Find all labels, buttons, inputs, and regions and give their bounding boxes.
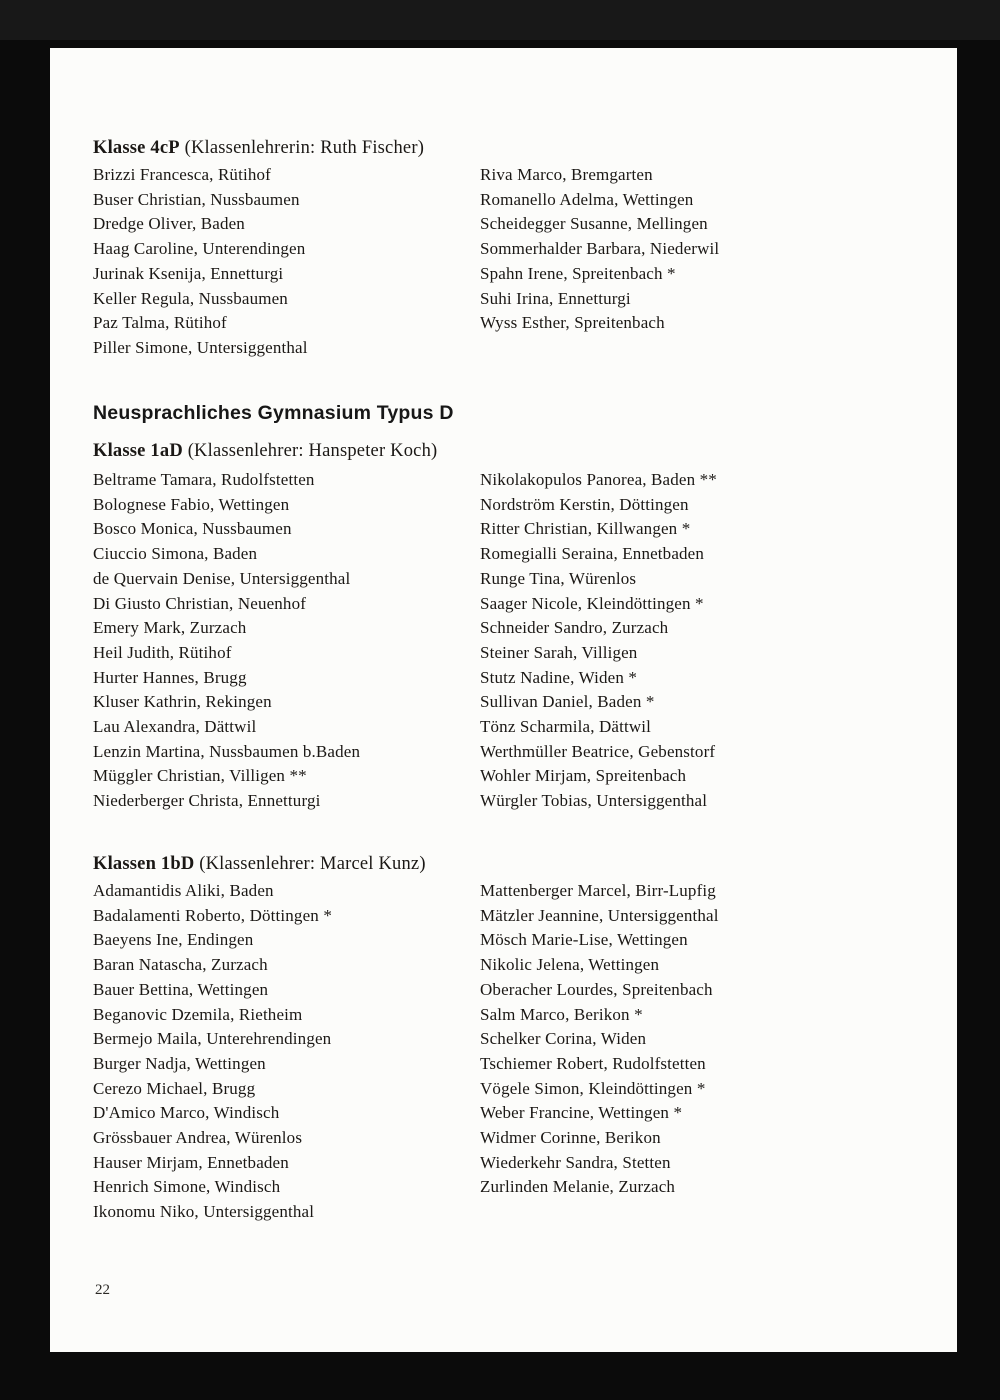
- student-list-item: Bosco Monica, Nussbaumen: [93, 519, 292, 539]
- student-list-item: Sommerhalder Barbara, Niederwil: [480, 239, 720, 259]
- student-list-item: Brizzi Francesca, Rütihof: [93, 165, 271, 184]
- class-title: [93, 438, 937, 464]
- student-list-item: Badalamenti Roberto, Döttingen *: [93, 905, 332, 925]
- student-list-item: Cerezo Michael, Brugg: [93, 1078, 256, 1098]
- student-list-item: de Quervain Denise, Untersiggenthal: [93, 568, 351, 588]
- student-list-right: [480, 468, 937, 814]
- student-list-item: Dredge Oliver, Baden: [93, 214, 245, 234]
- student-list-left: [93, 879, 480, 1225]
- student-list-right: [480, 163, 937, 361]
- student-list-item: Ritter Christian, Killwangen *: [480, 519, 691, 539]
- student-list-item: Jurinak Ksenija, Ennetturgi: [93, 263, 284, 283]
- student-list-item: Lau Alexandra, Dättwil: [93, 717, 257, 737]
- student-list-item: Spahn Irene, Spreitenbach *: [480, 263, 676, 283]
- student-list-item: Müggler Christian, Villigen **: [93, 766, 307, 786]
- student-list-item: Vögele Simon, Kleindöttingen *: [480, 1078, 706, 1098]
- student-list-item: Mattenberger Marcel, Birr-Lupfig: [480, 881, 716, 900]
- student-list-left: [93, 468, 480, 814]
- student-list-item: Hurter Hannes, Brugg: [93, 667, 247, 687]
- student-list-item: Burger Nadja, Wettingen: [93, 1053, 266, 1073]
- student-list-item: Beganovic Dzemila, Rietheim: [93, 1004, 303, 1024]
- section-klasse-4cp: [93, 135, 937, 361]
- student-list-item: Romanello Adelma, Wettingen: [480, 189, 694, 209]
- class-title-teacher: (Klassenlehrer: Marcel Kunz): [194, 854, 426, 874]
- student-list-item: Grössbauer Andrea, Würenlos: [93, 1128, 303, 1148]
- student-list-item: Bolognese Fabio, Wettingen: [93, 494, 290, 514]
- student-list-item: Mätzler Jeannine, Untersiggenthal: [480, 905, 719, 925]
- class-title: [93, 135, 937, 161]
- student-list-item: Bermejo Maila, Unterehrendingen: [93, 1029, 332, 1049]
- student-list-item: Baeyens Ine, Endingen: [93, 930, 254, 950]
- gymnasium-group-heading: Neusprachliches Gymnasium Typus D: [93, 402, 454, 424]
- student-columns: [93, 879, 937, 1225]
- student-list-item: Henrich Simone, Windisch: [93, 1177, 281, 1197]
- student-list-item: Kluser Kathrin, Rekingen: [93, 692, 272, 712]
- student-list-item: Hauser Mirjam, Ennetbaden: [93, 1152, 289, 1172]
- student-list-item: Nikolakopulos Panorea, Baden **: [480, 470, 717, 489]
- student-list-item: Wohler Mirjam, Spreitenbach: [480, 766, 687, 786]
- section-klassen-1bd: [93, 851, 937, 1225]
- student-list-item: Werthmüller Beatrice, Gebenstorf: [480, 741, 716, 761]
- student-list-item: Stutz Nadine, Widen *: [480, 667, 638, 687]
- student-list-item: Schneider Sandro, Zurzach: [480, 618, 669, 638]
- student-list-item: Zurlinden Melanie, Zurzach: [480, 1177, 676, 1197]
- student-list-item: Adamantidis Aliki, Baden: [93, 881, 274, 900]
- student-list-item: D'Amico Marco, Windisch: [93, 1103, 280, 1123]
- student-list-item: Lenzin Martina, Nussbaumen b.Baden: [93, 741, 361, 761]
- student-list-item: Emery Mark, Zurzach: [93, 618, 247, 638]
- student-list-item: Buser Christian, Nussbaumen: [93, 189, 300, 209]
- student-list-item: Tönz Scharmila, Dättwil: [480, 717, 652, 737]
- student-list-item: Nordström Kerstin, Döttingen: [480, 494, 689, 514]
- student-list-item: Salm Marco, Berikon *: [480, 1004, 643, 1024]
- student-list-left: [93, 163, 480, 361]
- student-list-item: Ikonomu Niko, Untersiggenthal: [93, 1202, 315, 1222]
- student-list-item: Keller Regula, Nussbaumen: [93, 288, 288, 308]
- student-list-item: Scheidegger Susanne, Mellingen: [480, 214, 708, 234]
- student-list-item: Romegialli Seraina, Ennetbaden: [480, 544, 705, 564]
- student-list-item: Niederberger Christa, Ennetturgi: [93, 791, 321, 811]
- student-list-item: Paz Talma, Rütihof: [93, 313, 227, 333]
- student-columns: [93, 163, 937, 361]
- student-list-item: Ciuccio Simona, Baden: [93, 544, 258, 564]
- student-list-item: Steiner Sarah, Villigen: [480, 642, 638, 662]
- class-title-bold: Klasse 1aD: [93, 441, 183, 461]
- student-list-item: Suhi Irina, Ennetturgi: [480, 288, 631, 308]
- class-title-teacher: (Klassenlehrerin: Ruth Fischer): [179, 138, 425, 158]
- student-list-item: Beltrame Tamara, Rudolfstetten: [93, 470, 315, 489]
- student-list-item: Mösch Marie-Lise, Wettingen: [480, 930, 688, 950]
- student-list-item: Tschiemer Robert, Rudolfstetten: [480, 1053, 706, 1073]
- student-list-item: Di Giusto Christian, Neuenhof: [93, 593, 307, 613]
- class-title-teacher: (Klassenlehrer: Hanspeter Koch): [182, 441, 438, 461]
- student-list-item: Oberacher Lourdes, Spreitenbach: [480, 979, 713, 999]
- student-list-item: Weber Francine, Wettingen *: [480, 1103, 683, 1123]
- section-klasse-1ad: [93, 438, 937, 814]
- student-list-item: Haag Caroline, Unterendingen: [93, 239, 306, 259]
- student-list-item: Schelker Corina, Widen: [480, 1029, 647, 1049]
- student-list-item: Runge Tina, Würenlos: [480, 568, 637, 588]
- student-list-item: Piller Simone, Untersiggenthal: [93, 337, 308, 357]
- student-list-item: Nikolic Jelena, Wettingen: [480, 955, 660, 975]
- page-number: 22: [95, 1282, 110, 1298]
- student-list-item: Heil Judith, Rütihof: [93, 642, 232, 662]
- student-list-item: Wiederkehr Sandra, Stetten: [480, 1152, 671, 1172]
- class-title-bold: Klasse 4cP: [93, 138, 180, 158]
- student-list-item: Würgler Tobias, Untersiggenthal: [480, 791, 708, 811]
- student-columns: [93, 468, 937, 814]
- student-list-item: Baran Natascha, Zurzach: [93, 955, 268, 975]
- class-title-bold: Klassen 1bD: [93, 854, 195, 874]
- student-list-item: Sullivan Daniel, Baden *: [480, 692, 655, 712]
- student-list-right: [480, 879, 937, 1225]
- student-list-item: Widmer Corinne, Berikon: [480, 1128, 661, 1148]
- document-page: [50, 48, 957, 1352]
- student-list-item: Wyss Esther, Spreitenbach: [480, 313, 665, 333]
- student-list-item: Riva Marco, Bremgarten: [480, 165, 653, 184]
- student-list-item: Saager Nicole, Kleindöttingen *: [480, 593, 704, 613]
- scan-top-band: [0, 0, 1000, 40]
- class-title: [93, 851, 937, 877]
- student-list-item: Bauer Bettina, Wettingen: [93, 979, 269, 999]
